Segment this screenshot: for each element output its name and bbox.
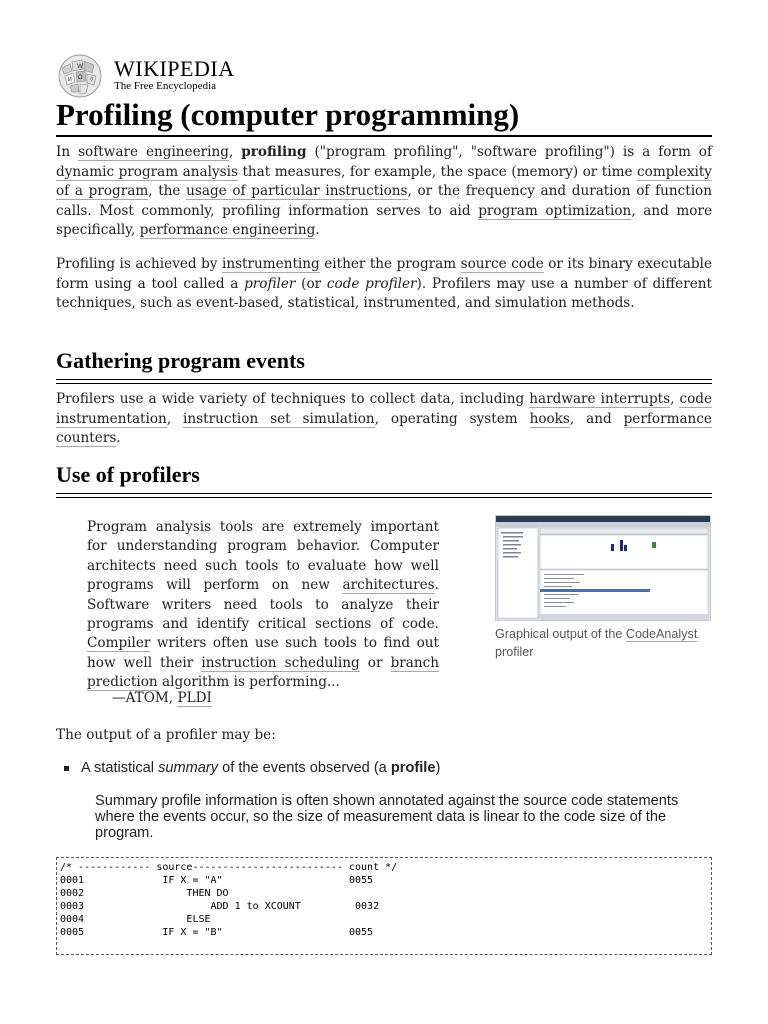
summary-description: Summary profile information is often shown annotated against the source code statements where the events occur, so the size of measurement data is linear to the code size of the program. [95, 793, 679, 841]
quote-attribution: —ATOM, PLDI [112, 690, 212, 706]
link-code-instrumentation[interactable]: code instrumentation [56, 391, 712, 427]
link-software-engineering[interactable]: software engineering [78, 144, 229, 160]
link-source-code[interactable]: source code [460, 256, 544, 272]
link-usage-of-particular-instructions[interactable]: usage of particular instructions [186, 183, 408, 200]
bullet-marker [64, 766, 69, 771]
link-dynamic-program-analysis[interactable]: dynamic program analysis [56, 163, 238, 180]
link-pldi[interactable]: PLDI [177, 690, 212, 706]
svg-text:И: И [68, 77, 72, 83]
screenshot-thumbnail-image [496, 516, 710, 620]
svg-text:Ω: Ω [78, 74, 83, 81]
intro-paragraph-1: In software engineering, profiling ("program profiling", "software profiling") is a form of dynamic program analysis that measures, for example, the space (memory) or time complexity of a program, the usage of particular instructions, or the frequency and duration of function calls. Most commonly, profiling information serves to aid program optimization, and more specifically, performance engineering. [56, 144, 713, 239]
link-codeanalyst[interactable]: CodeAnalyst [625, 627, 698, 641]
page-title: Profiling (computer programming) [56, 96, 712, 137]
gathering-paragraph: Profilers use a wide variety of techniques to collect data, including hardware interrupts, code instrumentation, instruction set simulation, operating system hooks, and performance counters. [56, 391, 712, 447]
link-complexity-of-a-program[interactable]: complexity of a program [56, 163, 712, 200]
wikipedia-wordmark: WIKIPEDIA [114, 56, 235, 81]
link-branch-prediction[interactable]: branch prediction [87, 654, 439, 691]
link-performance-engineering[interactable]: performance engineering [139, 222, 316, 239]
link-instrumenting[interactable]: instrumenting [221, 256, 320, 272]
code-block: /* ------------ source------------------------- count */ 0001 IF X = "A" 0055 0002 THEN DO 0003 ADD 1 to XCOUNT 0032 0004 ELSE 0005 IF X = "B" 0055 [56, 857, 712, 955]
link-instruction-scheduling[interactable]: instruction scheduling [201, 654, 360, 671]
intro-paragraph-2: Profiling is achieved by instrumenting either the program source code or its binary executable form using a tool called a profiler (or code profiler). Profilers may use a number of different techniques, such as event-based, statistical, instrumented, and simulation methods. [56, 256, 712, 312]
link-architectures[interactable]: architectures [342, 577, 435, 594]
section-heading-use-of-profilers: Use of profilers [56, 461, 712, 494]
list-item: A statistical summary of the events observed (a profile) [81, 760, 441, 776]
link-hooks[interactable]: hooks [529, 410, 570, 427]
term-profiler: profiler [244, 275, 296, 292]
wikipedia-tagline: The Free Encyclopedia [114, 80, 217, 92]
term-code-profiler: code profiler [326, 275, 417, 292]
link-instruction-set-simulation[interactable]: instruction set simulation [183, 410, 375, 427]
svg-text:W: W [77, 63, 83, 70]
wikipedia-globe-icon [56, 54, 104, 98]
codeanalyst-screenshot[interactable] [495, 515, 711, 621]
link-hardware-interrupts[interactable]: hardware interrupts [529, 391, 671, 407]
term-profiling: profiling [241, 144, 307, 160]
section-heading-gathering-program-events: Gathering program events [56, 347, 712, 380]
link-program-optimization[interactable]: program optimization [478, 202, 632, 219]
blockquote: Program analysis tools are extremely important for understanding program behavior. Computer architects need such tools to evaluate how well programs will perform on new architectures. Software writers need tools to analyze their programs and identify critical sections of code. Compiler writers often use such tools to find out how well their instruction scheduling or branch prediction algorithm is performing... [87, 519, 439, 691]
figure-codeanalyst [495, 515, 711, 661]
link-performance-counters[interactable]: performance counters [56, 410, 712, 447]
link-compiler[interactable]: Compiler [87, 635, 151, 652]
figure-caption: Graphical output of the CodeAnalyst profiler [495, 627, 698, 659]
output-intro-text: The output of a profiler may be: [56, 727, 276, 743]
svg-text:ウ: ウ [89, 77, 95, 83]
